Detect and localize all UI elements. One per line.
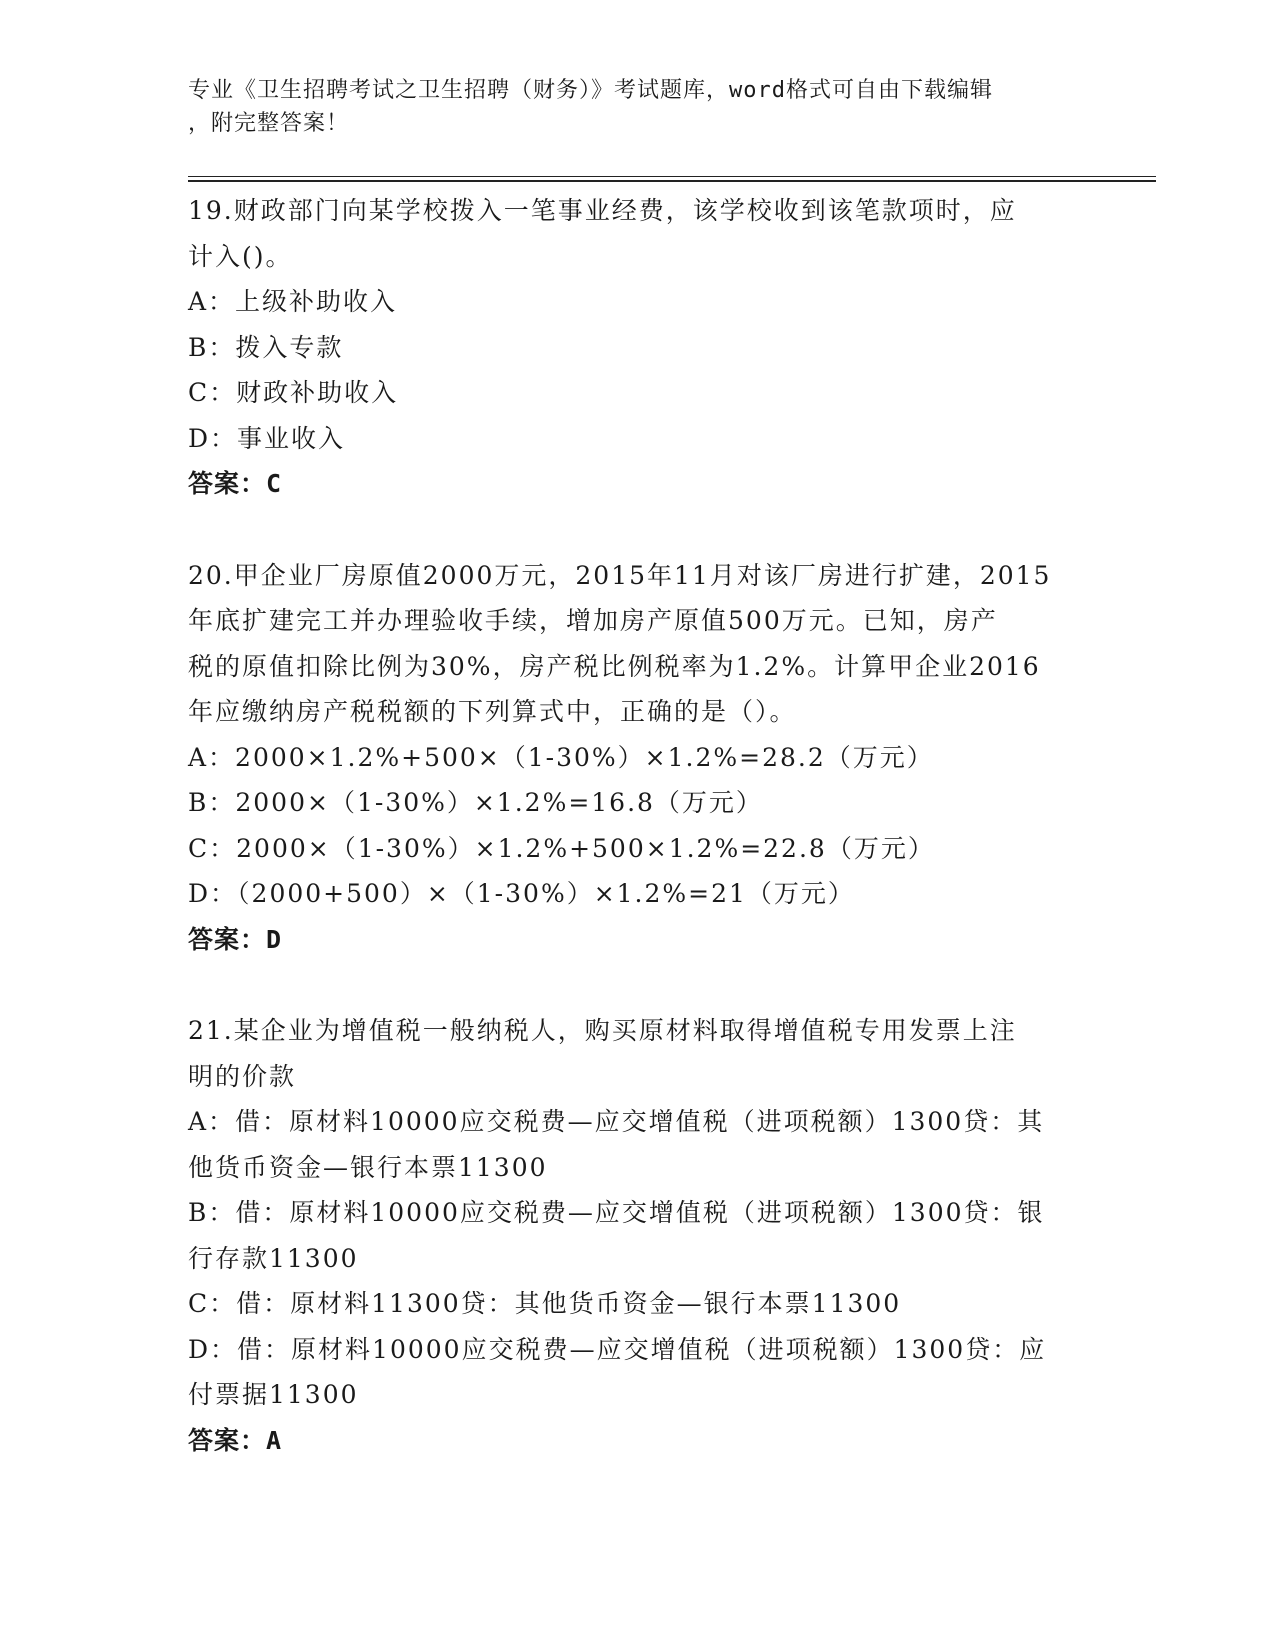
question-stem-line: 年应缴纳房产税税额的下列算式中，正确的是（）。 (188, 697, 797, 726)
header-line-1: 专业《卫生招聘考试之卫生招聘（财务）》考试题库，word格式可自由下载编辑 (188, 78, 993, 103)
question-stem-line: 税的原值扣除比例为30%，房产税比例税率为1.2%。计算甲企业2016 (188, 651, 1041, 681)
question-21 (188, 1008, 1088, 1463)
document-header (188, 74, 1068, 140)
question-stem-line: 20.甲企业厂房原值2000万元，2015年11月对该厂房进行扩建，2015 (188, 560, 1052, 590)
question-stem-line: 19.财政部门向某学校拨入一笔事业经费，该学校收到该笔款项时，应 (188, 196, 1017, 225)
option-a-continued: 他货币资金—银行本票11300 (188, 1152, 548, 1182)
question-20 (188, 553, 1088, 963)
option-c: C：财政补助收入 (188, 378, 399, 407)
option-a: A：2000×1.2%+500×（1-30%）×1.2%=28.2（万元） (188, 742, 934, 772)
option-c: C：2000×（1-30%）×1.2%+500×1.2%=22.8（万元） (188, 833, 935, 863)
question-list (188, 188, 1088, 1509)
option-d-continued: 付票据11300 (188, 1380, 359, 1409)
option-b: B：拨入专款 (188, 332, 344, 362)
header-line-2: ，附完整答案！ (188, 111, 350, 136)
option-d: D：（2000+500）×（1-30%）×1.2%=21（万元） (188, 879, 855, 908)
answer-text: 答案：A (188, 1425, 283, 1455)
header-divider-thin (188, 176, 1156, 177)
option-a: A：上级补助收入 (188, 287, 398, 316)
question-stem-line: 年底扩建完工并办理验收手续，增加房产原值500万元。已知，房产 (188, 606, 998, 635)
question-stem-line: 21.某企业为增值税一般纳税人，购买原材料取得增值税专用发票上注 (188, 1016, 1017, 1045)
header-divider-thick (188, 180, 1156, 182)
option-d: D：事业收入 (188, 423, 346, 453)
answer-text: 答案：C (188, 469, 283, 498)
option-b-continued: 行存款11300 (188, 1243, 359, 1273)
question-stem-line: 明的价款 (188, 1061, 297, 1091)
option-b: B：借：原材料10000应交税费—应交增值税（进项税额）1300贷：银 (188, 1198, 1045, 1227)
question-stem-line: 计入()。 (188, 241, 293, 271)
option-a: A：借：原材料10000应交税费—应交增值税（进项税额）1300贷：其 (188, 1107, 1045, 1136)
answer-text: 答案：D (188, 924, 283, 954)
question-19 (188, 188, 1088, 507)
option-c: C：借：原材料11300贷：其他货币资金—银行本票11300 (188, 1289, 902, 1318)
option-b: B：2000×（1-30%）×1.2%=16.8（万元） (188, 788, 763, 817)
option-d: D：借：原材料10000应交税费—应交增值税（进项税额）1300贷：应 (188, 1334, 1047, 1364)
